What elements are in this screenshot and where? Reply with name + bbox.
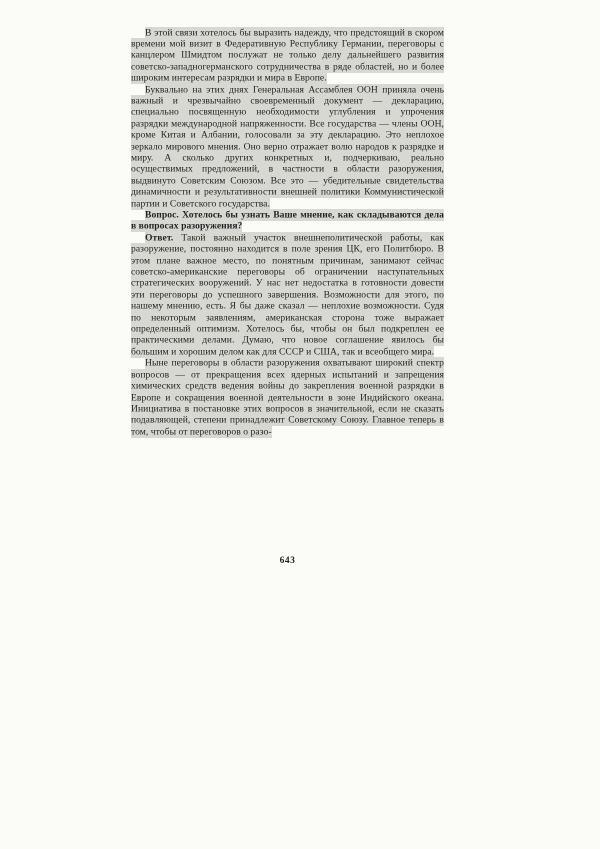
question-text: Хотелось бы узнать Ваше мнение, как складываются дела в вопросах разоружения? <box>131 209 444 232</box>
paragraph-answer <box>131 232 444 357</box>
paragraph-un-declaration <box>131 84 444 209</box>
question-label: Вопрос. <box>145 209 179 221</box>
page-number: 643 <box>279 556 296 566</box>
answer-text: Такой важный участок внешнеполитической работы, как разоружение, постоянно находится в поле зрения ЦК, его Политбюро. В этом плане важное место, по понятным причинам, занимают сейчас советско-американские переговоры об ограничении наступательных стратегических вооружений. У нас нет недостатка в готовности довести эти переговоры до успешного завершения. Возможности для этого, по нашему мнению, есть. Я бы даже сказал — неплохие возможности. Судя по некоторым заявлениям, американская сторона тоже выражает определенный оптимизм. Хотелось бы, чтобы он был подкреплен ее практическими делами. Думаю, что новое соглашение явилось бы большим и хорошим делом как для СССР и США, так и всеобщего мира. <box>131 232 444 358</box>
paragraph-visit-germany <box>131 27 444 84</box>
paragraph-text: Ныне переговоры в области разоружения охватывают широкий спектр вопросов — от прекращения всех ядерных испытаний и запрещения химических средств ведения войны до закрепления военной разрядки в Европе и сокращения военной деятельности в зоне Индийского океана. Инициатива в постановке этих вопросов в значительной, если не сказать подавляющей, степени принадлежит Советскому Союзу. Главное теперь в том, чтобы от переговоров о разо- <box>131 357 444 438</box>
answer-label: Ответ. <box>145 232 174 244</box>
text-column <box>131 27 444 438</box>
paragraph-text: В этой связи хотелось бы выразить надежду, что предстоящий в скором времени мой визит в Федеративную Республику Германии, переговоры с канцлером Шмидтом послужат не только делу дальнейшего развития советско-западногерманского сотрудничества в ряде областей, но и более широким интересам разрядки и мира в Европе. <box>131 27 444 84</box>
paragraph-question <box>131 210 444 233</box>
paragraph-text: Буквально на этих днях Генеральная Ассамблея ООН приняла очень важный и чрезвычайно своевременный документ — декларацию, специально посвященную необходимости углубления и упрочения разрядки международной напряженности. Все государства — члены ООН, кроме Китая и Албании, голосовали за эту декларацию. Это неплохое зеркало мирового мнения. Оно верно отражает волю народов к разрядке и миру. А сколько других конкретных и, подчеркиваю, реально осуществимых предложений, в частности в области разоружения, выдвинуто Советским Союзом. Все это — убедительные свидетельства динамичности и результативности внешней политики Коммунистической партии и Советского государства. <box>131 84 444 210</box>
paragraph-negotiations-scope <box>131 358 444 438</box>
